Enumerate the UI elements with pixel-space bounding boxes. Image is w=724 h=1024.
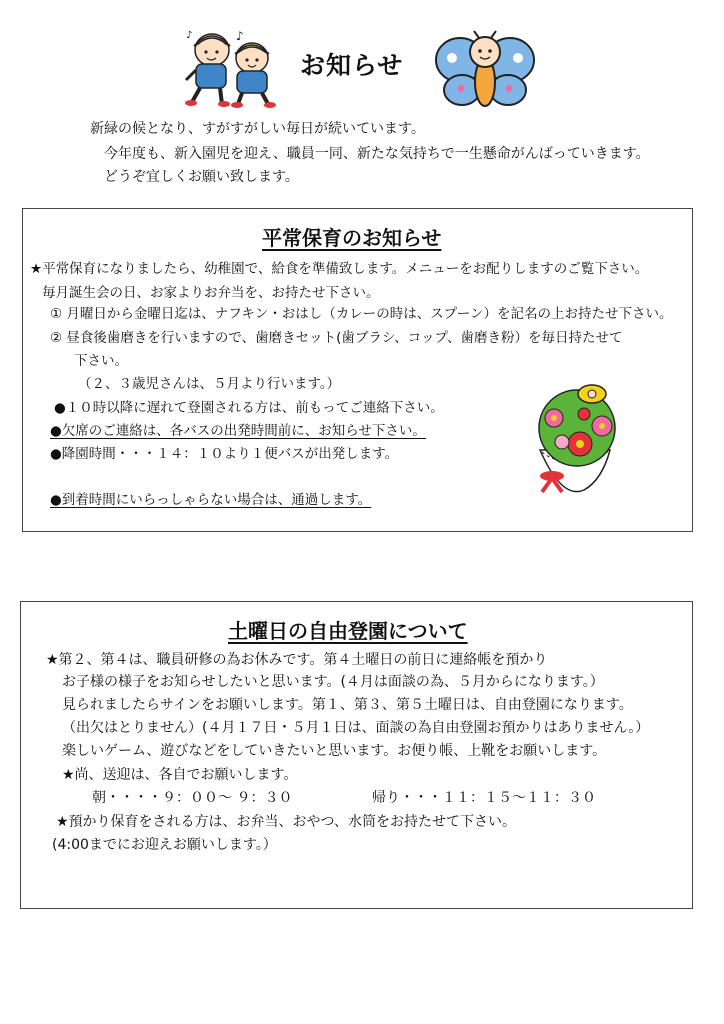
- pickup-morning: 朝・・・・９：００〜 ９：３０: [92, 790, 293, 806]
- section1-line: ① 月曜日から金曜日迄は、ナフキン・おはし（カレーの時は、スプーン）を記名の上お持たせ下さい。: [50, 306, 673, 322]
- greeting-line-1: 新緑の候となり、すがすがしい毎日が続いています。: [90, 121, 425, 137]
- section1-title: 平常保育のお知らせ: [262, 226, 442, 250]
- page-title: お知らせ: [300, 51, 404, 80]
- section1-line: ★平常保育になりましたら、幼稚園で、給食を準備致します。メニューをお配りしますのご覧下さい。: [30, 261, 649, 277]
- section1-line: ●降園時間・・・１４：１０より１便バスが出発します。: [50, 446, 399, 462]
- section1-line: ●到着時間にいらっしゃらない場合は、通過します。: [50, 492, 372, 508]
- section2-line: 楽しいゲーム、遊びなどをしていきたいと思います。お便り帳、上靴をお願いします。: [62, 743, 607, 759]
- section2-line: ★預かり保育をされる方は、お弁当、おやつ、水筒をお持たせて下さい。: [56, 814, 516, 830]
- section1-line: （２、３歳児さんは、５月より行います。）: [78, 376, 341, 392]
- svg-text:♪: ♪: [236, 29, 244, 43]
- section1-line: 下さい。: [74, 353, 128, 369]
- greeting-line-2: 今年度も、新入園児を迎え、職員一同、新たな気持ちで一生懸命がんばっていきます。: [104, 146, 650, 162]
- section1-line: ●１０時以降に遅れて登園される方は、前もってご連絡下さい。: [54, 400, 444, 416]
- section2-line: ★尚、送迎は、各自でお願いします。: [62, 767, 298, 783]
- greeting-line-3: どうぞ宜しくお願い致します。: [104, 169, 299, 185]
- section1-line: ●欠席のご連絡は、各バスの出発時間前に、お知らせ下さい。: [50, 423, 426, 439]
- section2-title: 土曜日の自由登園について: [228, 619, 468, 643]
- section2-line: 見られましたらサインをお願いします。第１、第３、第５土曜日は、自由登園になります。: [62, 697, 633, 713]
- section2-line: お子様の様子をお知らせしたいと思います。(４月は面談の為、５月からになります。）: [62, 674, 604, 690]
- flower-bouquet-icon: [522, 380, 632, 502]
- section1-line: 毎月誕生会の日、お家よりお弁当を、お持たせ下さい。: [42, 285, 380, 301]
- section2-line: ★第２、第４は、職員研修の為お休みです。第４土曜日の前日に連絡帳を預かり: [46, 652, 548, 668]
- section1-line: ② 昼食後歯磨きを行いますので、歯磨きセット(歯ブラシ、コップ、歯磨き粉）を毎日持たせて: [50, 330, 623, 346]
- children-walking-icon: [180, 24, 285, 108]
- section2-line: （出欠はとりません）(４月１７日・５月１日は、面談の為自由登園お預かりはありません。）: [62, 720, 650, 736]
- section2-line: (4:00までにお迎えお願いします。）: [52, 837, 277, 853]
- butterfly-icon: [432, 30, 537, 110]
- svg-text:♪: ♪: [186, 30, 193, 41]
- pickup-return: 帰り・・・１１：１５〜１１：３０: [372, 790, 596, 806]
